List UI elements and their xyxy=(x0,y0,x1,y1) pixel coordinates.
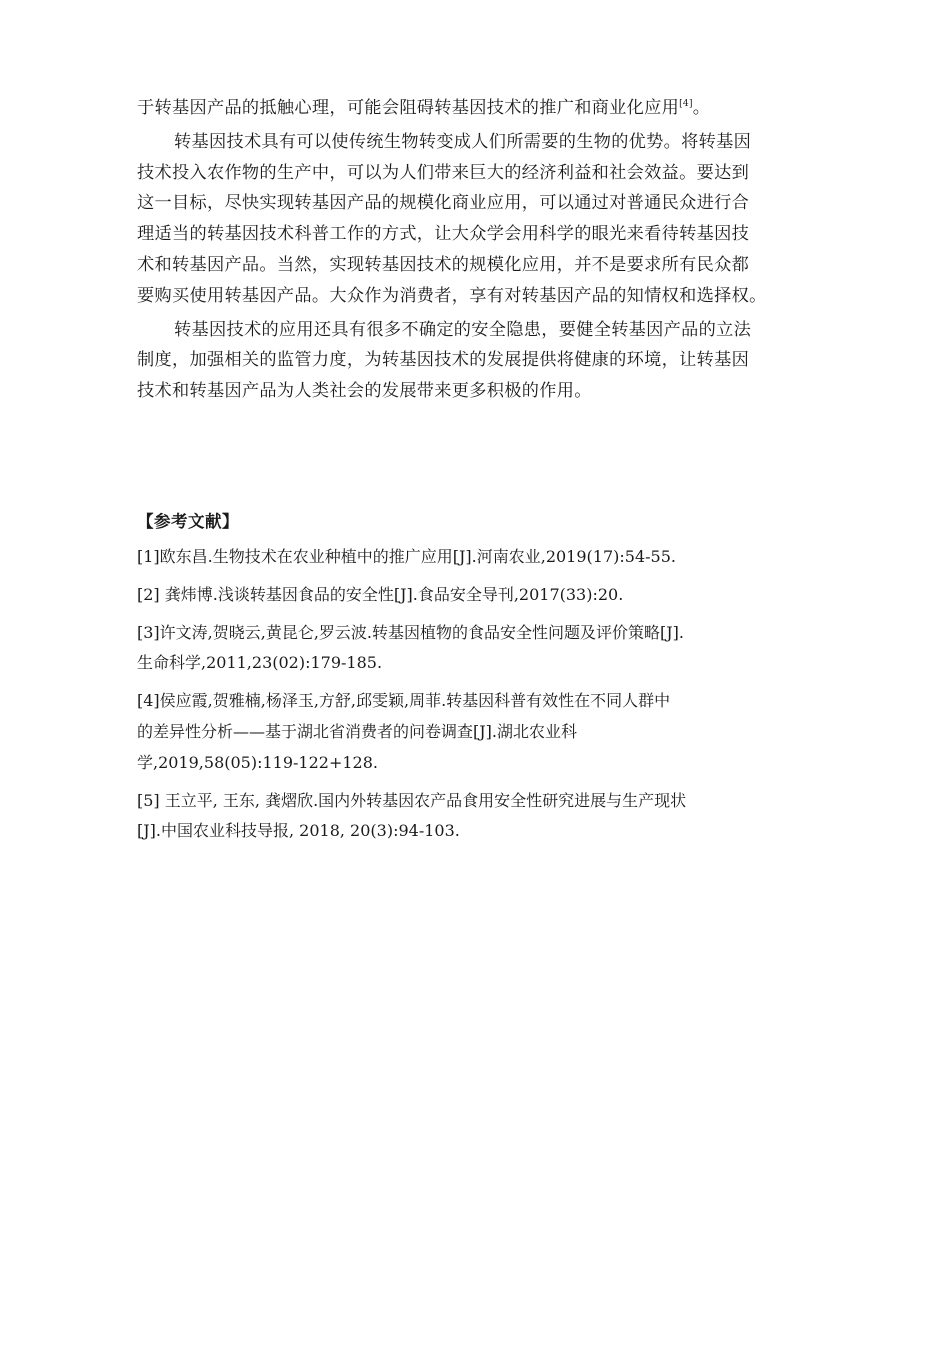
paragraph-2 xyxy=(137,127,819,312)
paragraph-line: 理适当的转基因技术科普工作的方式，让大众学会用科学的眼光来看待转基因技 xyxy=(137,224,750,245)
reference-line: [3]许文涛,贺晓云,黄昆仑,罗云波.转基因植物的食品安全性问题及评价策略[J]. xyxy=(137,622,684,642)
paragraph-line: 这一目标，尽快实现转基因产品的规模化商业应用，可以通过对普通民众进行合 xyxy=(137,193,750,214)
paragraph-1-line: 于转基因产品的抵触心理，可能会阻碍转基因技术的推广和商业化应用[4]。 xyxy=(137,98,711,118)
citation-marker[interactable]: [4] xyxy=(679,99,693,109)
paragraph-line: 制度，加强相关的监管力度，为转基因技术的发展提供将健康的环境，让转基因 xyxy=(137,350,750,371)
reference-item-4 xyxy=(137,686,827,778)
paragraph-line: 技术投入农作物的生产中，可以为人们带来巨大的经济利益和社会效益。要达到 xyxy=(137,162,750,183)
references-section xyxy=(137,508,827,854)
paragraph-line: 技术和转基因产品为人类社会的发展带来更多积极的作用。 xyxy=(137,381,592,402)
reference-item-2 xyxy=(137,580,827,611)
reference-line: [J].中国农业科技导报, 2018, 20(3):94-103. xyxy=(137,821,460,841)
reference-item-3 xyxy=(137,618,827,680)
reference-line: 的差异性分析——基于湖北省消费者的问卷调查[J].湖北农业科 xyxy=(137,721,577,741)
reference-line: [4]侯应霞,贺雅楠,杨泽玉,方舒,邱雯颖,周菲.转基因科普有效性在不同人群中 xyxy=(137,691,671,711)
references-heading: 【参考文献】 xyxy=(137,512,239,531)
paragraph-3 xyxy=(137,315,819,407)
reference-line: [1]欧东昌.生物技术在农业种植中的推广应用[J].河南农业,2019(17):54-55. xyxy=(137,547,676,566)
paragraph-line: 转基因技术的应用还具有很多不确定的安全隐患，要健全转基因产品的立法 xyxy=(174,319,752,340)
paragraph-line: 术和转基因产品。当然，实现转基因技术的规模化应用，并不是要求所有民众都 xyxy=(137,254,750,275)
paragraph-1 xyxy=(137,93,819,124)
paragraph-line: 转基因技术具有可以使传统生物转变成人们所需要的生物的优势。将转基因 xyxy=(174,131,752,152)
reference-item-5 xyxy=(137,786,827,848)
reference-line: [5] 王立平, 王东, 龚熠欣.国内外转基因农产品食用安全性研究进展与生产现状 xyxy=(137,790,687,810)
reference-line: 生命科学,2011,23(02):179-185. xyxy=(137,653,383,673)
reference-line: 学,2019,58(05):119-122+128. xyxy=(137,752,379,772)
reference-item-1 xyxy=(137,542,827,573)
reference-line: [2] 龚炜博.浅谈转基因食品的安全性[J].食品安全导刊,2017(33):20. xyxy=(137,584,624,604)
paragraph-line: 要购买使用转基因产品。大众作为消费者，享有对转基因产品的知情权和选择权。 xyxy=(137,285,767,306)
body-text xyxy=(137,93,819,410)
